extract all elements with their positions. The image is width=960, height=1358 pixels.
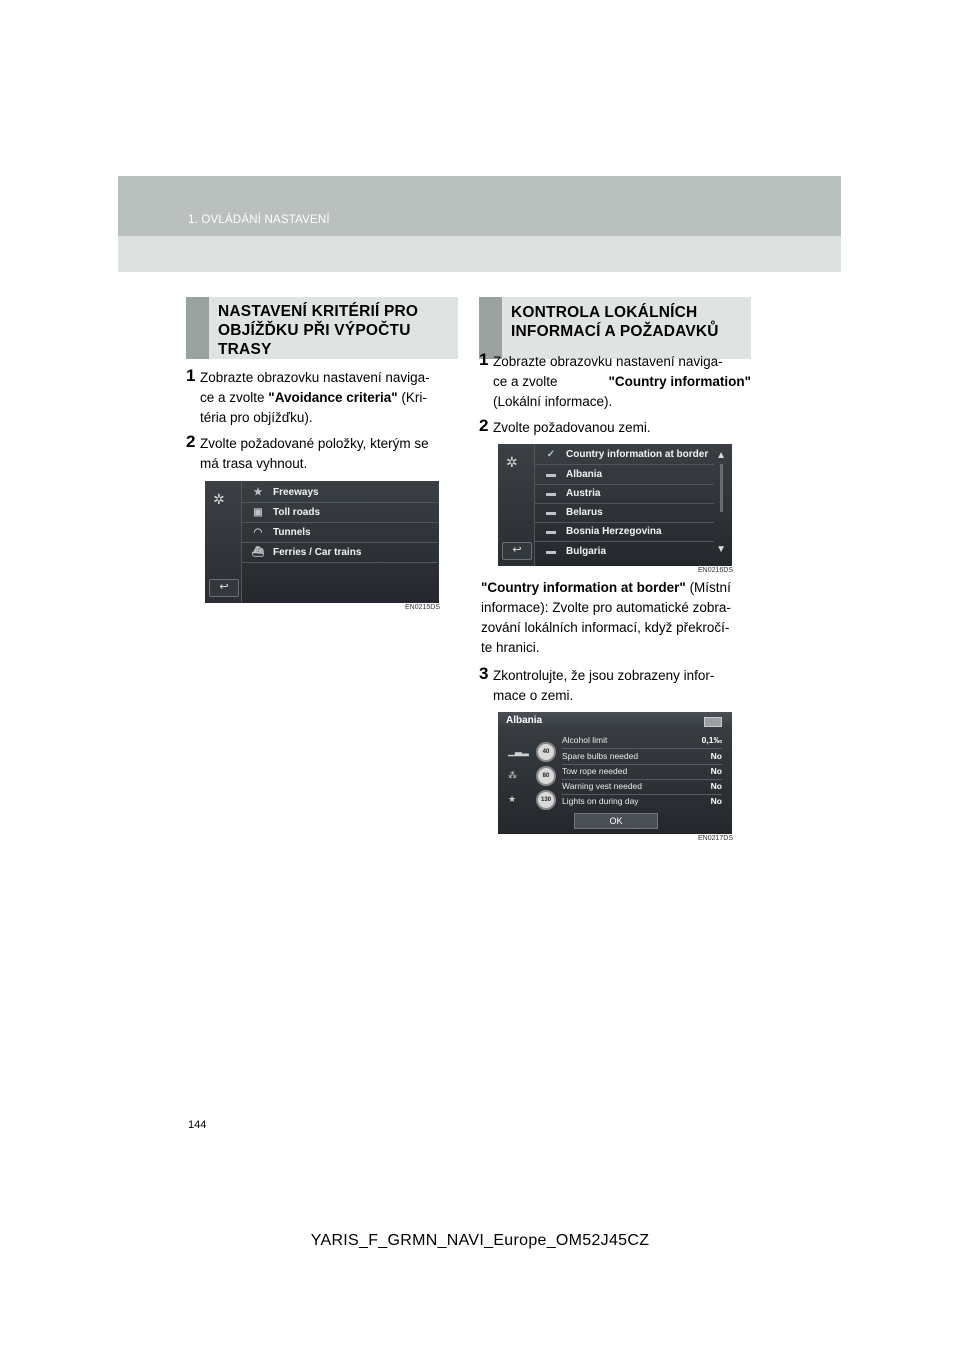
back-button[interactable]: ↩ [502, 542, 532, 560]
step-1-left: 1 Zobrazte obrazovku nastavení naviga- ce a zvolte "Avoidance criteria" (Kri- téria pro objížďku). [186, 366, 430, 425]
tunnel-icon: ◠ [253, 527, 263, 538]
back-button[interactable]: ↩ [209, 579, 239, 597]
header-band [118, 176, 841, 236]
step-2-left: 2 Zvolte požadované položky, kterým se má trasa vyhnout. [186, 432, 429, 471]
speed-limit-sign: 80 [536, 766, 556, 786]
image-code: EN0216DS [698, 567, 734, 574]
screen-title: Albania [498, 712, 732, 730]
flag-icon: ▬ [546, 488, 556, 499]
image-code: EN0215DS [405, 604, 441, 611]
info-row: Warning vest needed No [562, 779, 722, 795]
option-toll-roads[interactable]: ▣ Toll roads [241, 503, 439, 523]
country-bulgaria[interactable]: ▬ Bulgaria [534, 542, 714, 561]
speed-limit-sign: 130 [536, 790, 556, 810]
option-tunnels[interactable]: ◠ Tunnels [241, 523, 439, 543]
chapter-title: 1. OVLÁDÁNÍ NASTAVENÍ [188, 214, 330, 226]
map-button[interactable] [704, 717, 722, 727]
option-ferries[interactable]: ⛴ Ferries / Car trains [241, 543, 439, 563]
flag-icon: ▬ [546, 507, 556, 518]
country-info-toggle[interactable]: ✓ Country information at border [534, 445, 714, 465]
country-albania[interactable]: ▬ Albania [534, 465, 714, 485]
step-number: 2 [479, 416, 489, 435]
section-heading-avoidance [186, 297, 458, 359]
step-number: 1 [186, 366, 196, 385]
step-number: 3 [479, 664, 489, 683]
flag-icon: ▬ [546, 469, 556, 480]
option-freeways[interactable]: ★ Freeways [241, 483, 439, 503]
ok-button[interactable]: OK [574, 813, 658, 829]
country-austria[interactable]: ▬ Austria [534, 484, 714, 504]
country-list-screen [498, 444, 732, 566]
check-icon: ✓ [546, 449, 556, 460]
info-row: Lights on during day No [562, 796, 722, 806]
info-row: Tow rope needed No [562, 764, 722, 780]
info-row: Alcohol limit 0,1‰ [562, 733, 722, 749]
document-footer: YARIS_F_GRMN_NAVI_Europe_OM52J45CZ [310, 1232, 650, 1249]
section-heading-country [479, 297, 751, 359]
scroll-up-icon[interactable]: ▲ [716, 450, 726, 461]
step-1-right: 1 Zobrazte obrazovku nastavení naviga- ce a zvolte "Country information" (Lokální informace). [479, 350, 751, 409]
avoidance-screen [205, 481, 439, 603]
section-heading-text: NASTAVENÍ KRITÉRIÍ PRO OBJÍŽĎKU PŘI VÝPOČTU TRASY [218, 303, 419, 358]
toll-icon: ▣ [253, 507, 263, 518]
scroll-down-icon[interactable]: ▼ [716, 544, 726, 555]
speed-limit-sign: 40 [536, 742, 556, 762]
ferry-icon: ⛴ [251, 547, 265, 558]
road-icon: ⁂ [508, 770, 517, 780]
flag-icon: ▬ [546, 546, 556, 557]
section-heading-bar [186, 297, 209, 359]
image-code: EN0217DS [698, 835, 734, 842]
step-3-right: 3 Zkontrolujte, že jsou zobrazeny infor- mace o zemi. [479, 664, 715, 703]
freeway-icon: ★ [253, 487, 263, 498]
settings-icon: ✲ [506, 454, 518, 470]
flag-icon: ▬ [546, 526, 556, 537]
country-belarus[interactable]: ▬ Belarus [534, 503, 714, 523]
section-heading-text: KONTROLA LOKÁLNÍCH INFORMACÍ A POŽADAVKŮ [511, 304, 719, 340]
country-detail-screen [498, 712, 732, 834]
page-number: 144 [188, 1119, 207, 1131]
country-info-description: "Country information at border" (Místní informace): Zvolte pro automatické zobra- zování lokálních informací, když překročí- te hranici. [481, 580, 731, 655]
scrollbar[interactable] [720, 464, 723, 512]
step-2-right: 2 Zvolte požadovanou zemi. [479, 416, 651, 435]
step-number: 2 [186, 432, 196, 451]
header-sub-band [118, 236, 841, 272]
country-bosnia[interactable]: ▬ Bosnia Herzegovina [534, 522, 714, 542]
step-number: 1 [479, 350, 489, 369]
info-row: Spare bulbs needed No [562, 749, 722, 765]
freeway-icon: ★ [508, 794, 517, 804]
town-icon: ▁▃▂ [508, 746, 529, 756]
settings-icon: ✲ [213, 491, 225, 507]
